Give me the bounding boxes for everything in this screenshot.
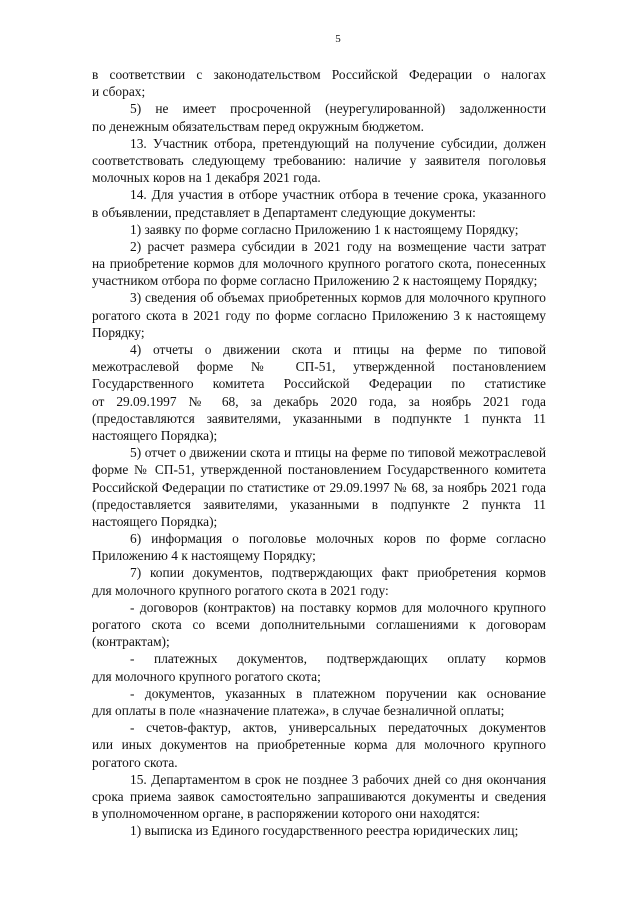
- text-line: рогатого скота со всеми дополнительными соглашениями к договорам: [92, 617, 546, 632]
- text-line: рогатого скота.: [92, 754, 178, 770]
- text-line: в уполномоченном органе, в распоряжении которого они находятся:: [92, 806, 480, 822]
- paragraph-continuation: [92, 66, 546, 100]
- paragraph-item-1: [92, 221, 546, 238]
- paragraph-item-5-report: [92, 444, 546, 530]
- paragraph-clause-14: [92, 186, 546, 220]
- text-line: (предоставляется заявителями, указанными в подпункте 2 пункта 11: [92, 496, 546, 512]
- paragraph-item-2: [92, 238, 546, 290]
- text-line: Порядку;: [92, 324, 145, 340]
- paragraph-item-3: [92, 289, 546, 341]
- text-line: Приложению 4 к настоящему Порядку;: [92, 548, 316, 564]
- list-item-payment-documents: [92, 650, 546, 684]
- text-line: 3) сведения об объемах приобретенных кормов для молочного крупного: [130, 290, 546, 306]
- text-line: соответствовать следующему требованию: наличие у заявителя поголовья: [92, 152, 546, 168]
- text-line: - счетов-фактур, актов, универсальных передаточных документов: [130, 720, 546, 736]
- text-line: - платежных документов, подтверждающих оплату кормов: [130, 651, 546, 667]
- paragraph-item-4: [92, 341, 546, 444]
- text-line: 4) отчеты о движении скота и птицы на ферме по типовой: [130, 342, 546, 357]
- list-item-basis-documents: [92, 685, 546, 719]
- text-line: настоящего Порядка);: [92, 513, 218, 529]
- list-item-invoices: [92, 719, 546, 771]
- text-line: в соответствии с законодательством Российской Федерации о налогах: [92, 67, 546, 82]
- text-line: молочных коров на 1 декабря 2021 года.: [92, 170, 321, 186]
- text-line: 13. Участник отбора, претендующий на получение субсидии, должен: [130, 135, 546, 151]
- text-line: в объявлении, представляет в Департамент следующие документы:: [92, 204, 476, 220]
- text-line: срока приема заявок самостоятельно запрашиваются документы и сведения: [92, 788, 546, 804]
- text-line: от 29.09.1997 № 68, за декабрь 2020 года, за ноябрь 2021 года: [92, 393, 546, 409]
- paragraph-item-1-extract: [92, 822, 546, 839]
- page-number: 5: [335, 33, 341, 45]
- text-line: 7) копии документов, подтверждающих факт приобретения кормов: [130, 565, 546, 581]
- paragraph-clause-13: [92, 135, 546, 187]
- text-line: Российской Федерации по статистике от 29.09.1997 № 68, за ноябрь 2021 года: [92, 479, 546, 495]
- text-line: по денежным обязательствам перед окружным бюджетом.: [92, 118, 424, 134]
- text-line: - договоров (контрактов) на поставку кормов для молочного крупного: [130, 599, 546, 615]
- text-line: участником отбора по форме согласно Приложению 2 к настоящему Порядку;: [92, 273, 538, 289]
- text-line: на приобретение кормов для молочного крупного рогатого скота, понесенных: [92, 256, 546, 272]
- document-body: [92, 66, 546, 839]
- text-line: 1) заявку по форме согласно Приложению 1 к настоящему Порядку;: [130, 221, 519, 237]
- text-line: форме № СП-51, утвержденной постановлением Государственного комитета: [92, 462, 546, 478]
- text-line: межотраслевой форме № СП-51, утвержденной постановлением: [92, 359, 546, 375]
- text-line: и сборах;: [92, 84, 146, 100]
- text-line: Государственного комитета Российской Федерации по статистике: [92, 376, 546, 392]
- text-line: для оплаты в поле «назначение платежа», в случае безналичной оплаты;: [92, 702, 505, 718]
- text-line: 14. Для участия в отборе участник отбора в течение срока, указанного: [130, 187, 546, 203]
- text-line: 6) информация о поголовье молочных коров по форме согласно: [130, 531, 546, 547]
- text-line: (контрактам);: [92, 634, 170, 650]
- text-line: - документов, указанных в платежном поручении как основание: [130, 685, 546, 701]
- text-line: (предоставляются заявителями, указанными в подпункте 1 пункта 11: [92, 410, 546, 426]
- paragraph-item-7: [92, 564, 546, 598]
- text-line: 15. Департаментом в срок не позднее 3 рабочих дней со дня окончания: [130, 771, 546, 787]
- text-line: настоящего Порядка);: [92, 427, 218, 443]
- list-item-contracts: [92, 599, 546, 651]
- text-line: 2) расчет размера субсидии в 2021 году на возмещение части затрат: [130, 238, 546, 254]
- text-line: 5) не имеет просроченной (неурегулированной) задолженности: [130, 101, 546, 117]
- text-line: для молочного крупного рогатого скота;: [92, 668, 321, 684]
- paragraph-item-6: [92, 530, 546, 564]
- text-line: 5) отчет о движении скота и птицы на ферме по типовой межотраслевой: [130, 445, 546, 461]
- text-line: 1) выписка из Единого государственного реестра юридических лиц;: [130, 823, 519, 839]
- paragraph-item-5: [92, 100, 546, 134]
- text-line: или иных документов на приобретенные корма для молочного крупного: [92, 737, 546, 753]
- text-line: рогатого скота в 2021 году по форме согласно Приложению 3 к настоящему: [92, 307, 546, 323]
- paragraph-clause-15: [92, 771, 546, 823]
- text-line: для молочного крупного рогатого скота в 2021 году:: [92, 582, 389, 598]
